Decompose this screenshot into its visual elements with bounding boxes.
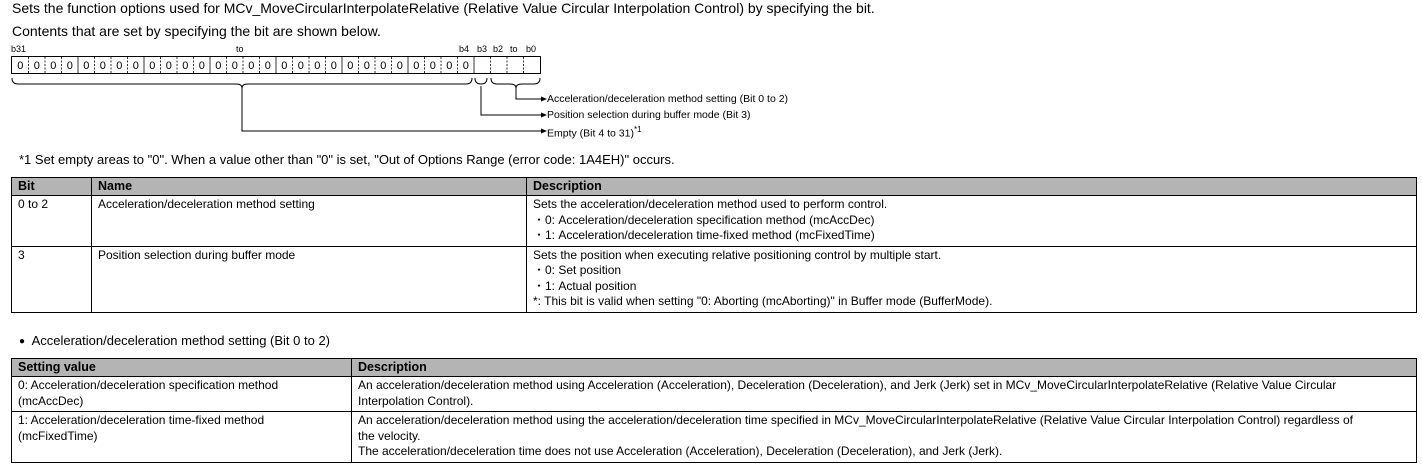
- desc-line: ・1: Acceleration/deceleration time-fixed method (mcFixedTime): [533, 228, 875, 242]
- brace-empty-bits: [12, 78, 472, 88]
- setting-table-header-row: [12, 359, 1417, 377]
- desc-line: *: This bit is valid when setting "0: Aborting (mcAborting)" in Buffer mode (BufferMode).: [533, 294, 993, 308]
- cell-setting-value: [12, 377, 352, 412]
- bit-cell-value: 0: [314, 60, 321, 72]
- section-heading-text: Acceleration/deceleration method setting (Bit 0 to 2): [31, 333, 331, 348]
- bit-cell-value: 0: [396, 60, 403, 72]
- cell-bit: 0 to 2: [12, 196, 92, 247]
- table-row: [12, 196, 1417, 247]
- bit-label-to: to: [510, 44, 518, 54]
- cell-description: [527, 246, 1417, 312]
- bit-table-header-row: [12, 178, 1417, 196]
- bit-cell-value: 0: [330, 60, 337, 72]
- bit-label-b0: b0: [526, 44, 537, 54]
- desc-line: Sets the position when executing relative positioning control by multiple start.: [533, 247, 942, 262]
- bit-table: [11, 177, 1417, 313]
- table-row: [12, 377, 1417, 412]
- brace-bit3: [475, 78, 487, 84]
- bit-cell-value: 0: [462, 60, 469, 72]
- bit-cells: [17, 57, 523, 73]
- bit-cell-value: 0: [347, 60, 354, 72]
- annotation-empty-sup: *1: [633, 125, 642, 134]
- bit-cell-value: 0: [83, 60, 90, 72]
- bit-cell-value: 0: [446, 60, 453, 72]
- header-bit: Bit: [12, 178, 92, 196]
- desc-line: The acceleration/deceleration time does not use Acceleration (Acceleration), Deceleration (Deceleration), and Jerk (Jerk).: [358, 444, 1003, 458]
- cell-setting-value: [12, 412, 352, 463]
- header-description: Description: [527, 178, 1417, 196]
- bit-cell-value: 0: [132, 60, 139, 72]
- bit-cell-value: 0: [198, 60, 205, 72]
- bit-label-b31: b31: [11, 44, 27, 54]
- cell-name: Acceleration/deceleration method setting: [92, 196, 527, 247]
- header-description: Description: [352, 359, 1417, 377]
- bit-label-to: to: [236, 44, 244, 54]
- brace-bits0-2: [491, 78, 540, 88]
- bit-cell-value: 0: [297, 60, 304, 72]
- bit-cell-value: 0: [165, 60, 172, 72]
- desc-line: Interpolation Control).: [358, 393, 474, 408]
- bit-cell-value: 0: [231, 60, 238, 72]
- bit-cell-value: 0: [17, 60, 24, 72]
- value-line: 1: Acceleration/deceleration time-fixed method: [18, 413, 265, 427]
- bit-cell-value: 0: [66, 60, 73, 72]
- footnote: *1 Set empty areas to "0". When a value other than "0" is set, "Out of Options Range (error code: 1A4EH)" occurs.: [19, 152, 675, 167]
- bit-cell-value: 0: [248, 60, 255, 72]
- desc-line: the velocity.: [358, 428, 421, 443]
- bit-cell-value: 0: [264, 60, 271, 72]
- desc-line: Sets the acceleration/deceleration method used to perform control.: [533, 197, 888, 211]
- desc-line: ・0: Set position: [533, 263, 622, 277]
- bit-cell-value: 0: [99, 60, 106, 72]
- intro-line-2: Contents that are set by specifying the bit are shown below.: [12, 23, 381, 39]
- bit-cell-value: 0: [50, 60, 57, 72]
- bit-cell-value: 0: [33, 60, 40, 72]
- value-line: (mcFixedTime): [18, 428, 98, 443]
- header-setting-value: Setting value: [12, 359, 352, 377]
- bit-cell-value: 0: [215, 60, 222, 72]
- bit-label-b4: b4: [459, 44, 470, 54]
- value-line: (mcAccDec): [18, 393, 84, 408]
- annotation-empty-bits: [547, 125, 642, 140]
- bit-cell-value: 0: [429, 60, 436, 72]
- desc-line: An acceleration/deceleration method using the acceleration/deceleration time specified in MCv_MoveCircularInterpolateRelative (Relative Value Circular Interpolation Control) regardless of: [358, 413, 1353, 427]
- bit-label-b2: b2: [493, 44, 504, 54]
- cell-description: [352, 412, 1417, 463]
- cell-description: [527, 196, 1417, 247]
- value-line: 0: Acceleration/deceleration specification method: [18, 378, 279, 392]
- bit-cell-value: 0: [182, 60, 189, 72]
- cell-bit: 3: [12, 246, 92, 312]
- desc-line: ・0: Acceleration/deceleration specification method (mcAccDec): [533, 212, 875, 227]
- table-row: [12, 246, 1417, 312]
- setting-value-table: [11, 358, 1417, 463]
- annotation-bit3: Position selection during buffer mode (Bit 3): [547, 109, 751, 121]
- cell-description: [352, 377, 1417, 412]
- bit-cell-value: 0: [149, 60, 156, 72]
- annotation-bits0-2: Acceleration/deceleration method setting (Bit 0 to 2): [547, 93, 789, 105]
- bit-register-diagram: [0, 0, 900, 150]
- bullet-icon: ●: [19, 336, 26, 347]
- bit-cell-value: 0: [281, 60, 288, 72]
- header-name: Name: [92, 178, 527, 196]
- annotation-empty-text: Empty (Bit 4 to 31): [547, 127, 634, 140]
- bit-cell-value: 0: [363, 60, 370, 72]
- desc-line: ・1: Actual position: [533, 278, 637, 293]
- desc-line: An acceleration/deceleration method using Acceleration (Acceleration), Deceleration (Deceleration), and Jerk (Jerk) set in MCv_MoveCircularInterpolateRelative (Relative Value Circular: [358, 378, 1337, 392]
- bit-cell-value: 0: [380, 60, 387, 72]
- bit-label-b3: b3: [477, 44, 488, 54]
- bit-cell-value: 0: [116, 60, 123, 72]
- cell-name: Position selection during buffer mode: [92, 246, 527, 312]
- table-row: [12, 412, 1417, 463]
- bit-cell-value: 0: [413, 60, 420, 72]
- intro-line-1: Sets the function options used for MCv_MoveCircularInterpolateRelative (Relative Value Circular Interpolation Control) by specifying the bit.: [12, 0, 875, 16]
- section-heading: [19, 333, 330, 348]
